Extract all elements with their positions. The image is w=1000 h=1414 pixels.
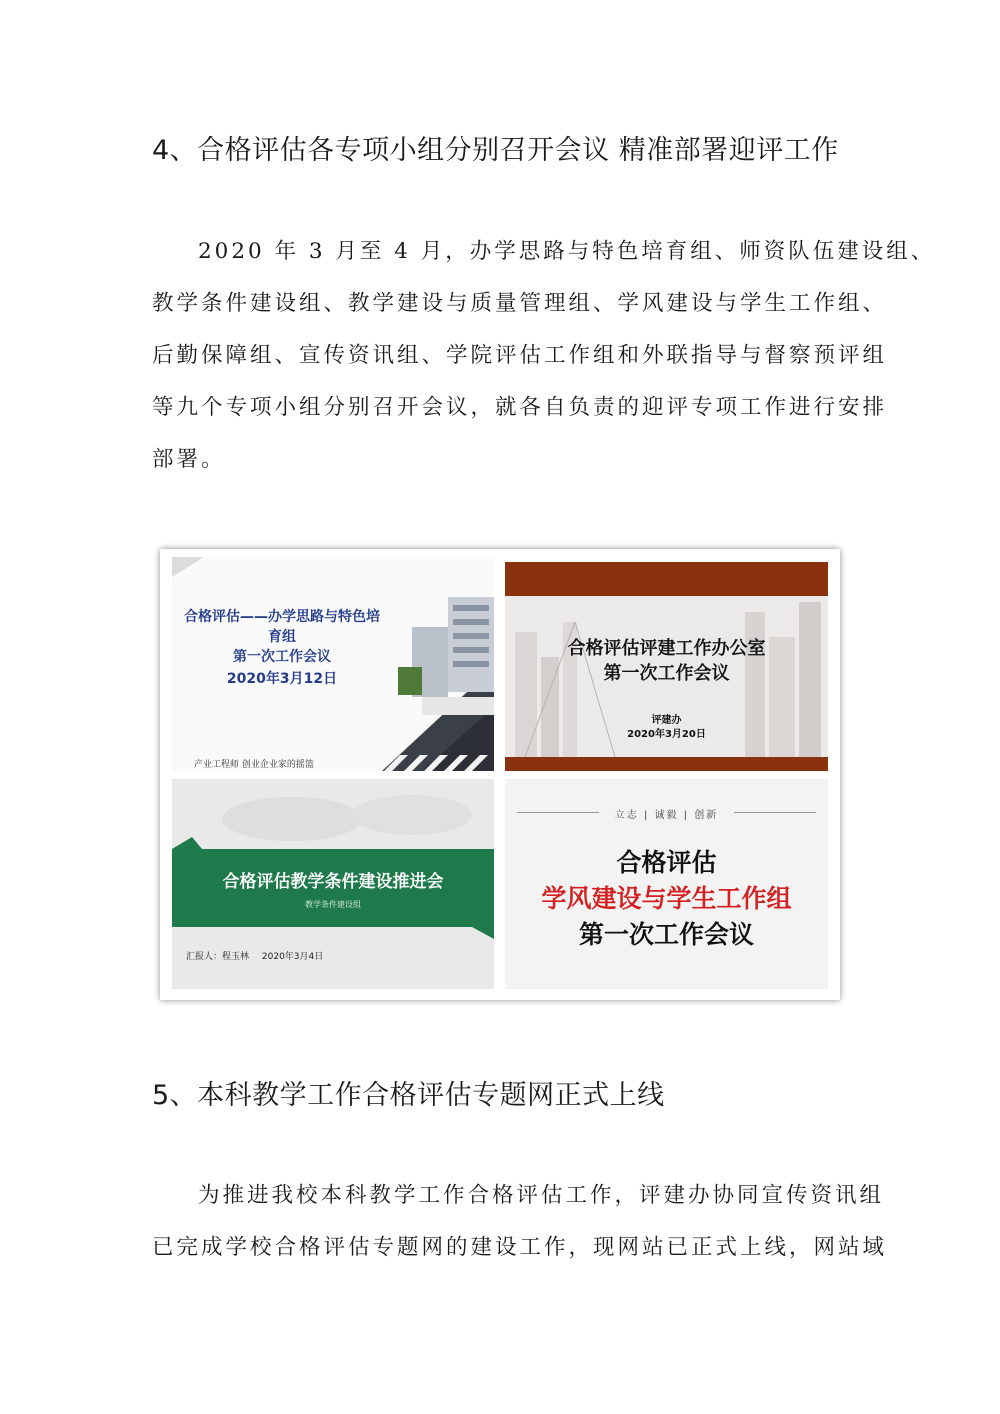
slide-evaluation-office bbox=[505, 562, 828, 771]
slide-title-highlight: 学风建设与学生工作组 bbox=[541, 884, 792, 913]
slide-strategy-group bbox=[172, 557, 494, 771]
slide-title-line: 合格评估——办学思路与特色培育组 bbox=[184, 609, 380, 645]
slide-organizer: 评建办 bbox=[651, 715, 682, 726]
paragraph-line: 为推进我校本科教学工作合格评估工作，评建办协同宣传资讯组 bbox=[198, 1183, 885, 1208]
divider bbox=[734, 812, 816, 813]
paragraph-line: 等九个专项小组分别召开会议，就各自负责的迎评专项工作进行安排 bbox=[152, 395, 888, 420]
slide-title-line: 第一次工作会议 bbox=[578, 920, 754, 949]
slide-title-line: 第一次工作会议 bbox=[603, 663, 730, 684]
slide-date: 2020年3月12日 bbox=[226, 671, 338, 687]
slide-date: 2020年3月20日 bbox=[627, 729, 706, 740]
top-accent-bar bbox=[505, 562, 828, 596]
slide-study-style-group bbox=[505, 779, 828, 989]
section5-heading: 5、本科教学工作合格评估专题网正式上线 bbox=[152, 1080, 665, 1111]
school-motto: 立志 | 诚毅 | 创新 bbox=[614, 810, 719, 821]
slide-title bbox=[182, 607, 382, 667]
paragraph-line: 教学条件建设组、教学建设与质量管理组、学风建设与学生工作组、 bbox=[152, 291, 888, 316]
slide-title-line: 第一次工作会议 bbox=[233, 649, 331, 665]
paragraph-line: 部署。 bbox=[152, 447, 226, 472]
slide-reporter bbox=[186, 949, 333, 962]
section4-paragraph bbox=[152, 226, 936, 486]
slide-slogan: 产业工程师 创业企业家的摇篮 bbox=[194, 760, 314, 770]
reporter-name: 汇报人：程玉林 bbox=[186, 952, 250, 962]
section4-heading: 4、合格评估各专项小组分别召开会议 精准部署迎评工作 bbox=[152, 135, 839, 166]
slide-date: 2020年3月4日 bbox=[261, 952, 324, 962]
paragraph-line: 2020 年 3 月至 4 月，办学思路与特色培育组、师资队伍建设组、 bbox=[198, 239, 936, 264]
section5-paragraph bbox=[152, 1170, 888, 1274]
slide-teaching-conditions bbox=[172, 779, 494, 989]
slide-title bbox=[505, 636, 828, 686]
bottom-accent-bar bbox=[505, 757, 828, 771]
slide-meta bbox=[505, 714, 828, 742]
slide-title-line: 合格评估 bbox=[616, 848, 717, 877]
slide-title: 合格评估教学条件建设推进会 bbox=[222, 872, 444, 892]
paragraph-line: 已完成学校合格评估专题网的建设工作，现网站已正式上线，网站域 bbox=[152, 1235, 888, 1260]
paragraph-line: 后勤保障组、宣传资讯组、学院评估工作组和外联指导与督察预评组 bbox=[152, 343, 888, 368]
meeting-photo-collage bbox=[160, 549, 840, 1000]
slide-subtitle: 教学条件建设组 bbox=[305, 900, 361, 909]
slide-title-line: 合格评估评建工作办公室 bbox=[567, 638, 766, 659]
